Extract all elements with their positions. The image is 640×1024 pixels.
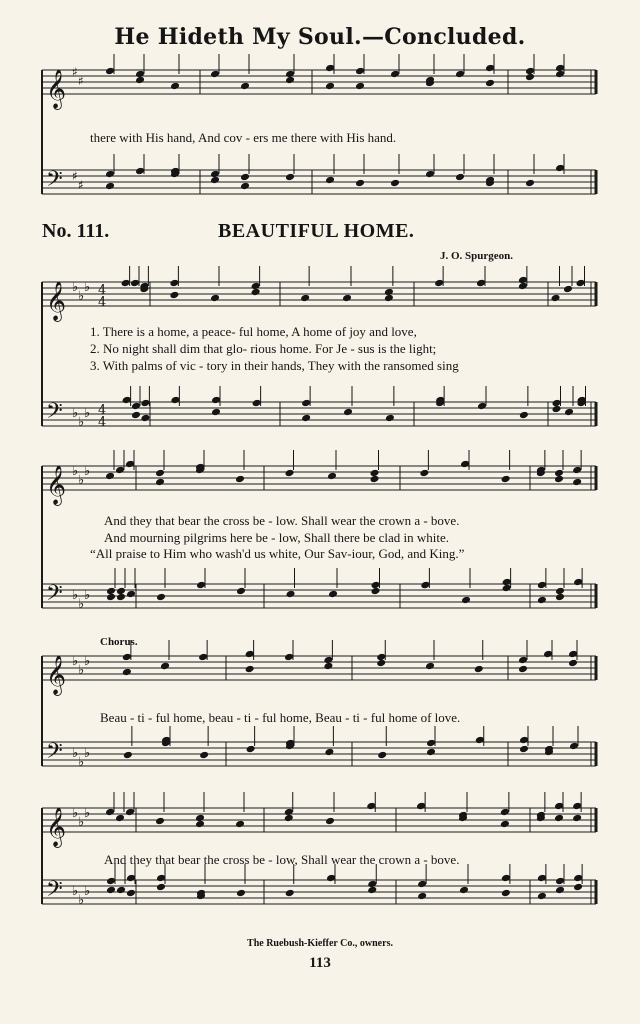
note-head — [420, 581, 430, 590]
note-head — [434, 279, 444, 288]
note-head — [519, 736, 529, 745]
treble-clef: 𝄞 — [46, 655, 67, 695]
note-head — [500, 808, 510, 817]
note-head — [366, 802, 376, 811]
note-head — [210, 294, 220, 303]
note-head — [105, 808, 115, 817]
note-head — [343, 408, 353, 417]
note-head — [121, 279, 131, 288]
note-head — [537, 596, 547, 605]
key-signature-accidental: ♭ — [72, 464, 79, 479]
note-head — [460, 460, 470, 469]
note-head — [105, 67, 115, 76]
note-head — [385, 414, 395, 423]
note-head — [285, 76, 295, 85]
chorus-label: Chorus. — [100, 636, 138, 648]
note-head — [115, 466, 125, 475]
treble-clef: 𝄞 — [46, 465, 67, 505]
note-head — [140, 399, 150, 408]
note-head — [285, 889, 295, 898]
note-head — [301, 399, 311, 408]
note-head — [246, 745, 256, 754]
note-head — [475, 736, 485, 745]
note-head — [126, 889, 136, 898]
note-head — [518, 656, 528, 665]
note-head — [105, 472, 115, 481]
key-signature-accidental: ♭ — [84, 654, 91, 669]
note-head — [251, 282, 261, 291]
note-head — [377, 751, 387, 760]
time-signature-top: 4 — [98, 283, 107, 298]
key-signature-accidental: ♭ — [78, 815, 85, 830]
note-head — [285, 469, 295, 478]
bass-clef: 𝄢 — [46, 167, 63, 197]
note-head — [569, 742, 579, 751]
note-head — [518, 282, 528, 291]
note-head — [210, 176, 220, 185]
note-head — [195, 820, 205, 829]
note-head — [131, 411, 141, 420]
note-head — [196, 581, 206, 590]
note-head — [199, 751, 209, 760]
note-head — [384, 288, 394, 297]
note-head — [461, 596, 471, 605]
note-head — [325, 176, 335, 185]
lyric-verse-3-line-b: “All praise to Him who wash'd us white, Our Sav-iour, God, and King.” — [90, 546, 465, 561]
note-head — [367, 886, 377, 895]
note-head — [572, 814, 582, 823]
note-head — [325, 64, 335, 73]
note-head — [342, 294, 352, 303]
note-head — [324, 748, 334, 757]
note-head — [426, 739, 436, 748]
note-head — [301, 414, 311, 423]
note-head — [563, 285, 573, 294]
note-head — [155, 817, 165, 826]
key-signature-accidental: ♭ — [84, 884, 91, 899]
note-head — [327, 472, 337, 481]
key-signature-accidental: ♭ — [84, 406, 91, 421]
key-signature-accidental: ♭ — [78, 597, 85, 612]
key-signature-accidental: ♭ — [78, 893, 85, 908]
note-head — [126, 874, 136, 883]
note-head — [501, 889, 511, 898]
key-signature-accidental: ♭ — [78, 289, 85, 304]
note-head — [325, 82, 335, 91]
note-head — [370, 475, 380, 484]
note-head — [155, 478, 165, 487]
composer-credit: J. O. Spurgeon. — [440, 250, 514, 262]
page-number: 113 — [309, 955, 331, 971]
note-head — [455, 173, 465, 182]
note-head — [417, 880, 427, 889]
note-head — [519, 745, 529, 754]
note-head — [156, 883, 166, 892]
key-signature-accidental: ♭ — [84, 280, 91, 295]
treble-clef: 𝄞 — [46, 807, 67, 847]
note-head — [126, 590, 136, 599]
note-head — [211, 396, 221, 405]
note-head — [537, 892, 547, 901]
note-head — [125, 460, 135, 469]
treble-clef: 𝄞 — [46, 281, 67, 321]
key-signature-accidental: ♭ — [84, 806, 91, 821]
note-head — [455, 70, 465, 79]
note-head — [355, 67, 365, 76]
note-head — [240, 182, 250, 191]
note-head — [328, 590, 338, 599]
note-head — [135, 167, 145, 176]
note-head — [419, 469, 429, 478]
key-signature-accidental: ♯ — [72, 65, 78, 79]
note-head — [555, 587, 565, 596]
note-head — [245, 665, 255, 674]
note-head — [210, 70, 220, 79]
note-head — [555, 70, 565, 79]
note-head — [106, 886, 116, 895]
note-head — [122, 668, 132, 677]
note-head — [160, 662, 170, 671]
lyric-verse-3-line-a: 3. With palms of vic - tory in their hands, They with the ransomed sing — [90, 358, 459, 373]
note-head — [502, 578, 512, 587]
note-head — [500, 820, 510, 829]
note-head — [198, 653, 208, 662]
note-head — [355, 82, 365, 91]
note-head — [211, 408, 221, 417]
key-signature-accidental: ♭ — [72, 806, 79, 821]
note-head — [572, 478, 582, 487]
note-head — [474, 665, 484, 674]
key-signature-accidental: ♭ — [72, 406, 79, 421]
key-signature-accidental: ♭ — [78, 415, 85, 430]
note-head — [376, 659, 386, 668]
note-head — [116, 587, 126, 596]
note-head — [543, 650, 553, 659]
note-head — [355, 179, 365, 188]
note-head — [170, 82, 180, 91]
note-head — [285, 173, 295, 182]
note-head — [555, 886, 565, 895]
note-head — [122, 653, 132, 662]
key-signature-accidental: ♭ — [72, 280, 79, 295]
time-signature-bottom: 4 — [98, 415, 107, 430]
key-signature-accidental: ♯ — [78, 74, 84, 88]
note-head — [131, 402, 141, 411]
note-head — [140, 414, 150, 423]
note-head — [551, 294, 561, 303]
note-head — [106, 877, 116, 886]
note-head — [116, 886, 126, 895]
note-head — [555, 164, 565, 173]
key-signature-accidental: ♭ — [78, 473, 85, 488]
note-head — [572, 802, 582, 811]
note-head — [426, 748, 436, 757]
note-head — [573, 883, 583, 892]
hymn-title: BEAUTIFUL HOME. — [218, 220, 415, 242]
note-head — [459, 886, 469, 895]
note-head — [537, 874, 547, 883]
note-head — [525, 179, 535, 188]
note-head — [236, 889, 246, 898]
note-head — [371, 581, 381, 590]
key-signature-accidental: ♭ — [84, 464, 91, 479]
note-head — [485, 64, 495, 73]
note-head — [554, 802, 564, 811]
note-head — [568, 659, 578, 668]
note-head — [156, 874, 166, 883]
note-head — [564, 408, 574, 417]
note-head — [106, 593, 116, 602]
note-head — [300, 294, 310, 303]
note-head — [501, 475, 511, 484]
note-head — [476, 279, 486, 288]
key-signature-accidental: ♭ — [84, 588, 91, 603]
note-head — [477, 402, 487, 411]
lyric-chorus-line-1: Beau - ti - ful home, beau - ti - ful home, Beau - ti - ful home of love. — [100, 710, 461, 725]
time-signature-top: 4 — [98, 403, 107, 418]
bass-clef: 𝄢 — [46, 739, 63, 769]
note-head — [519, 411, 529, 420]
lyric-chorus-line-2: And they that bear the cross be - low, Shall wear the crown a - bove. — [104, 852, 460, 867]
note-head — [240, 82, 250, 91]
note-head — [130, 279, 140, 288]
lyric-verse-1-line-b: And they that bear the cross be - low. Shall wear the crown a - bove. — [104, 513, 460, 528]
note-head — [122, 396, 132, 405]
note-head — [425, 170, 435, 179]
note-head — [170, 396, 180, 405]
note-head — [240, 173, 250, 182]
note-head — [105, 170, 115, 179]
note-head — [390, 179, 400, 188]
note-head — [235, 820, 245, 829]
note-head — [573, 578, 583, 587]
continuation-title: He Hideth My Soul.—Concluded. — [114, 24, 526, 50]
note-head — [390, 70, 400, 79]
key-signature-accidental: ♭ — [78, 755, 85, 770]
bass-clef: 𝄢 — [46, 399, 63, 429]
note-head — [416, 802, 426, 811]
key-signature-accidental: ♯ — [72, 169, 78, 183]
note-head — [572, 466, 582, 475]
key-signature-accidental: ♭ — [84, 746, 91, 761]
key-signature-accidental: ♭ — [72, 884, 79, 899]
note-head — [123, 751, 133, 760]
copyright-owners: The Ruebush-Kieffer Co., owners. — [247, 938, 393, 949]
note-head — [525, 67, 535, 76]
hymn-number: No. 111. — [42, 220, 110, 242]
note-head — [252, 399, 262, 408]
bass-clef: 𝄢 — [46, 877, 63, 907]
note-head — [235, 475, 245, 484]
key-signature-accidental: ♭ — [72, 588, 79, 603]
note-head — [169, 279, 179, 288]
lyric-line-concluded: there with His hand, And cov - ers me there with His hand. — [90, 130, 397, 145]
bass-clef: 𝄢 — [46, 581, 63, 611]
note-head — [417, 892, 427, 901]
note-head — [552, 399, 562, 408]
treble-clef: 𝄞 — [46, 69, 67, 109]
note-head — [286, 590, 296, 599]
note-head — [576, 279, 586, 288]
lyric-verse-2-line-b: And mourning pilgrims here be - low, Shall there be clad in white. — [104, 530, 450, 545]
note-head — [501, 874, 511, 883]
note-head — [105, 182, 115, 191]
note-head — [115, 814, 125, 823]
note-head — [326, 874, 336, 883]
note-head — [284, 814, 294, 823]
key-signature-accidental: ♭ — [72, 746, 79, 761]
lyric-verse-1-line-a: 1. There is a home, a peace- ful home, A home of joy and love, — [90, 324, 417, 339]
note-head — [573, 874, 583, 883]
note-head — [156, 593, 166, 602]
time-signature-bottom: 4 — [98, 295, 107, 310]
note-head — [236, 587, 246, 596]
note-head — [568, 650, 578, 659]
note-head — [537, 581, 547, 590]
note-head — [323, 662, 333, 671]
note-head — [555, 877, 565, 886]
note-head — [518, 665, 528, 674]
note-head — [425, 662, 435, 671]
note-head — [554, 814, 564, 823]
note-head — [554, 469, 564, 478]
note-head — [284, 653, 294, 662]
key-signature-accidental: ♯ — [78, 178, 84, 192]
note-head — [169, 291, 179, 300]
note-head — [485, 79, 495, 88]
note-head — [155, 469, 165, 478]
note-head — [125, 808, 135, 817]
key-signature-accidental: ♭ — [72, 654, 79, 669]
note-head — [325, 817, 335, 826]
key-signature-accidental: ♭ — [78, 663, 85, 678]
note-head — [135, 76, 145, 85]
note-head — [245, 650, 255, 659]
lyric-verse-2-line-a: 2. No night shall dim that glo- rious home. For Je - sus is the light; — [90, 341, 437, 356]
